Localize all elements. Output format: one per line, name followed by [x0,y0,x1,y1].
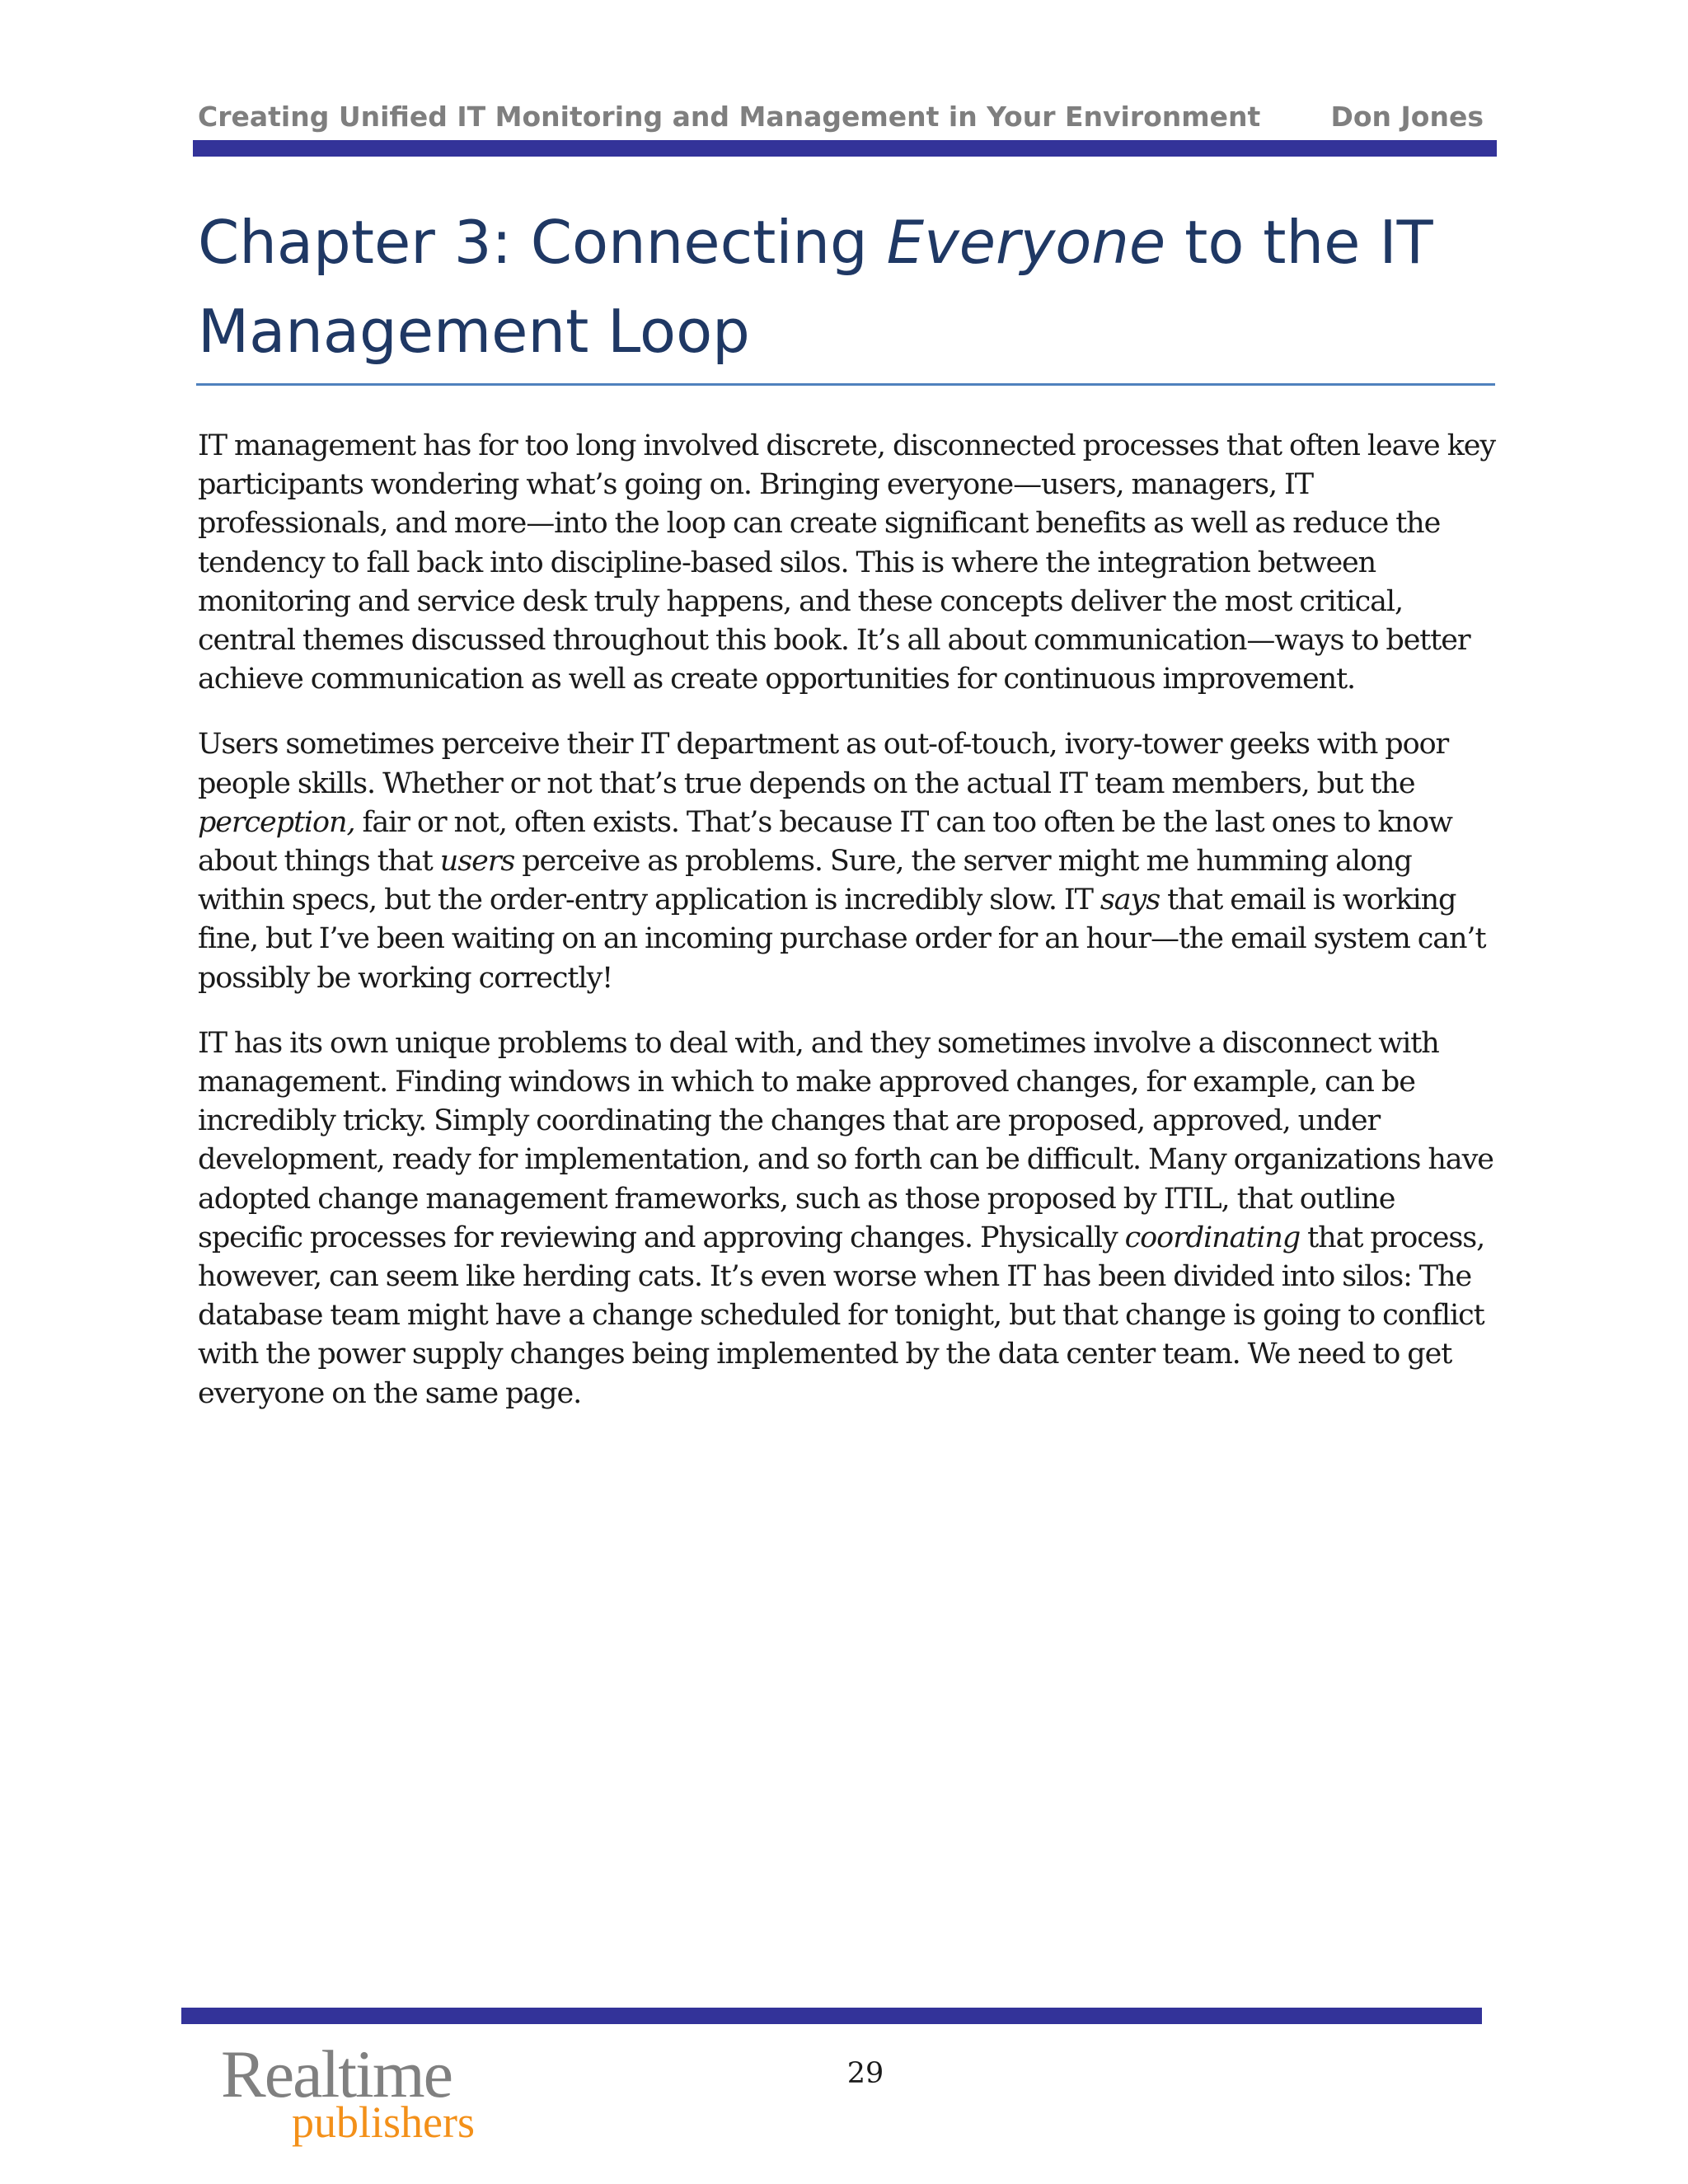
page-number: 29 [846,2057,884,2090]
chapter-title-prefix: Chapter 3: Connecting [198,208,887,277]
chapter-title [198,198,1493,376]
header-rule [193,140,1497,157]
title-rule [196,383,1495,386]
chapter-title-emphasis: Everyone [886,208,1166,277]
paragraph [198,725,1500,997]
body-text [198,427,1500,1440]
paragraph-text: that process, however, can seem like herding cats. It’s even worse when IT has been divided into silos: The database team might have a change scheduled for tonight, but that change is going to conflict with the power supply changes being implemented by the data center team. We need to get everyone on the same page. [198,1221,1485,1410]
footer-rule [181,2008,1482,2024]
paragraph-text: Users sometimes perceive their IT department as out-of-touch, ivory-tower geeks with poor people skills. Whether or not that’s true depends on the actual IT team members, but the [198,728,1449,800]
paragraph [198,427,1500,699]
paragraph-emphasis: users [439,845,515,879]
running-header-book-title: Creating Unified IT Monitoring and Management in Your Environment [198,101,1261,133]
chapter-title-suffix: to the IT Management Loop [198,208,1433,366]
paragraph-text: IT management has for too long involved discrete, disconnected processes that often leave key participants wondering what’s going on. Bringing everyone—users, managers, IT professionals, and more—into the loop can create significant benefits as well as reduce the tendency to fall back into discipline-based silos. This is where the integration between monitoring and service desk truly happens, and these concepts deliver the most critical, central themes discussed throughout this book. It’s all about communication—ways to better achieve communication as well as create opportunities for continuous improvement. [198,429,1496,696]
running-header-author: Don Jones [1330,101,1484,133]
paragraph-text: that email is working fine, but I’ve been waiting on an incoming purchase order for an hour—the email system can’t possibly be working correctly! [198,883,1486,995]
paragraph-emphasis: coordinating [1124,1221,1301,1254]
paragraph-emphasis: says [1100,883,1160,917]
paragraph-text: perceive as problems. Sure, the server might me humming along within specs, but the order-entry application is incredibly slow. IT [198,845,1412,917]
publisher-logo [221,2036,485,2151]
publisher-logo-realtime: Realtime [221,2036,452,2111]
paragraph-emphasis: perception, [198,805,355,839]
running-header [198,97,1484,138]
paragraph-text: fair or not, often exists. That’s because IT can too often be the last ones to know about things that [198,805,1452,879]
paragraph [198,1024,1500,1413]
paragraph-text: IT has its own unique problems to deal with, and they sometimes involve a disconnect with management. Finding windows in which to make approved changes, for example, can be incredibly tricky. Simply coordinating the changes that are proposed, approved, under development, ready for implementation, and so forth can be difficult. Many organizations have adopted change management frameworks, such as those proposed by ITIL, that outline specific processes for reviewing and approving changes. Physically [198,1026,1493,1254]
publisher-logo-publishers: publishers [292,2097,475,2147]
